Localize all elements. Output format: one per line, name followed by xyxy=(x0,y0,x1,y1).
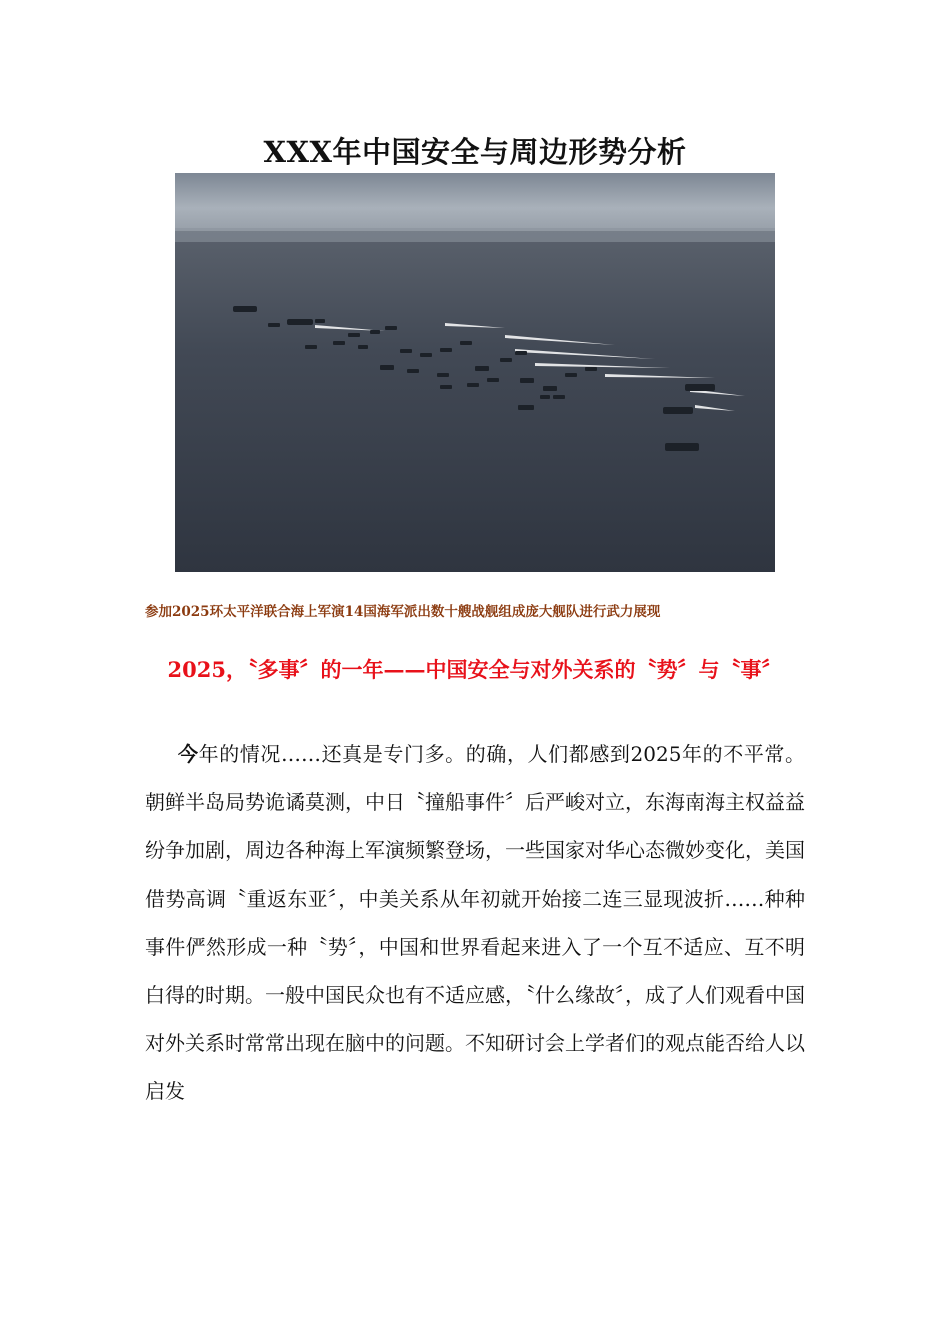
paragraph-lead-char: 今 xyxy=(178,742,199,766)
document-title: XXX年中国安全与周边形势分析 xyxy=(263,135,687,169)
paragraph-text: 年的情况……还真是专门多。的确，人们都感到2025年的不平常。朝鲜半岛局势诡谲莫测，中日〝撞船事件〞后严峻对立，东海南海主权益益纷争加剧，周边各种海上军演频繁登场，一些国家对华心态微妙变化，美国借势高调〝重返东亚〞，中美关系从年初就开始接二连三显现波折……种种事件俨然形成一种〝势〞，中国和世界看起来进入了一个互不适应、互不明白得的时期。一般中国民众也有不适应感，〝什么缘故〞，成了人们观看中国对外关系时常常出现在脑中的问题。不知研讨会上学者们的观点能否给人以启发 xyxy=(145,742,806,1104)
naval-fleet-photo xyxy=(175,173,775,572)
section-subtitle: 2025，〝多事〞的一年——中国安全与对外关系的〝势〞与〝事〞 xyxy=(167,657,783,682)
photo-caption: 参加2025环太平洋联合海上军演14国海军派出数十艘战舰组成庞大舰队进行武力展现 xyxy=(145,604,661,620)
body-paragraph xyxy=(145,730,805,1116)
